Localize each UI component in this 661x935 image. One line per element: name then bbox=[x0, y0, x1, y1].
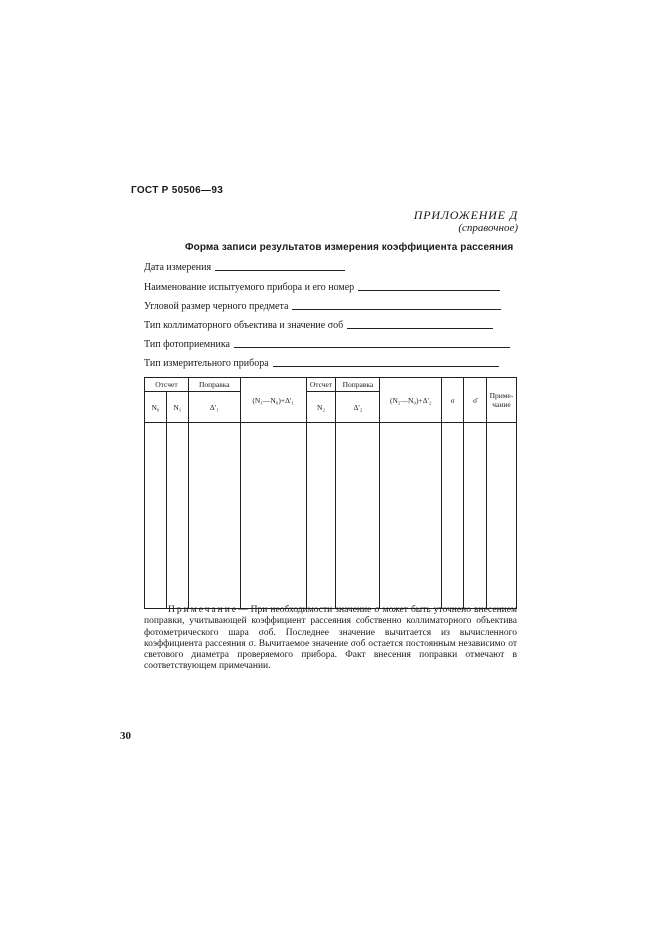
header-delta1: Δ'₁ bbox=[188, 392, 240, 423]
table-cell[interactable] bbox=[380, 423, 442, 609]
header-formula-2: (N₂—N₀)+Δ'₂ bbox=[380, 378, 442, 423]
document-code: ГОСТ Р 50506—93 bbox=[131, 185, 224, 196]
header-sigma: σ bbox=[442, 378, 464, 423]
header-n0: N₀ bbox=[145, 392, 167, 423]
table-cell[interactable] bbox=[145, 423, 167, 609]
table-cell[interactable] bbox=[464, 423, 487, 609]
table-cell[interactable] bbox=[188, 423, 240, 609]
appendix-subtitle: (справочное) bbox=[458, 222, 518, 234]
header-sigma-bar: σ̄ bbox=[464, 378, 487, 423]
table-cell[interactable] bbox=[240, 423, 306, 609]
form-title: Форма записи результатов измерения коэффициента рассеяния bbox=[185, 242, 514, 253]
field-label: Наименование испытуемого прибора и его номер bbox=[144, 282, 355, 293]
field-label: Дата измерения bbox=[144, 262, 212, 273]
appendix-title: ПРИЛОЖЕНИЕ Д bbox=[413, 208, 518, 222]
table-cell[interactable] bbox=[306, 423, 336, 609]
header-note: Приме-чание bbox=[486, 378, 516, 423]
table-cell[interactable] bbox=[486, 423, 516, 609]
header-popravka-1: Поправка bbox=[188, 378, 240, 392]
field-photoreceiver bbox=[144, 339, 510, 350]
field-label: Тип измерительного прибора bbox=[144, 358, 269, 369]
page-number: 30 bbox=[120, 730, 131, 742]
table-body-row bbox=[145, 423, 517, 609]
header-delta2: Δ'₂ bbox=[336, 392, 380, 423]
field-line[interactable] bbox=[358, 289, 500, 291]
field-line[interactable] bbox=[273, 365, 499, 367]
field-line[interactable] bbox=[347, 327, 493, 329]
table-cell[interactable] bbox=[336, 423, 380, 609]
note-text: — При необходимости значение σ может быть уточнено внесением поправки, учитывающей коэффициент рассеяния собственно коллиматорного объектива фотометрического шара σоб. Последнее значение вычитается из вычисленного коэффициента рассеяния σ. Вычитаемое значение σоб остается постоянным независимо от светового диаметра проверяемого прибора. Факт внесения поправки отмечают в соответствующем примечании. bbox=[144, 605, 517, 672]
field-label: Угловой размер черного предмета bbox=[144, 301, 289, 312]
field-line[interactable] bbox=[215, 269, 345, 271]
field-label: Тип фотоприемника bbox=[144, 339, 230, 350]
field-date bbox=[144, 262, 345, 273]
header-n2: N₂ bbox=[306, 392, 336, 423]
header-n1: N₁ bbox=[166, 392, 188, 423]
field-line[interactable] bbox=[234, 346, 510, 348]
header-popravka-2: Поправка bbox=[336, 378, 380, 392]
field-label: Тип коллиматорного объектива и значение σоб bbox=[144, 320, 344, 331]
table-cell[interactable] bbox=[442, 423, 464, 609]
table-cell[interactable] bbox=[166, 423, 188, 609]
field-device-name bbox=[144, 282, 500, 293]
field-line[interactable] bbox=[292, 308, 501, 310]
field-angular-size bbox=[144, 301, 501, 312]
results-table bbox=[144, 377, 517, 609]
field-measuring-device bbox=[144, 358, 499, 369]
header-otschet-1: Отсчет bbox=[145, 378, 189, 392]
note-lead: Примечание bbox=[168, 605, 239, 615]
note-paragraph bbox=[144, 605, 517, 673]
header-formula-1: (N₁—N₀)+Δ'₁ bbox=[240, 378, 306, 423]
header-otschet-2: Отсчет bbox=[306, 378, 336, 392]
field-collimator bbox=[144, 320, 493, 331]
